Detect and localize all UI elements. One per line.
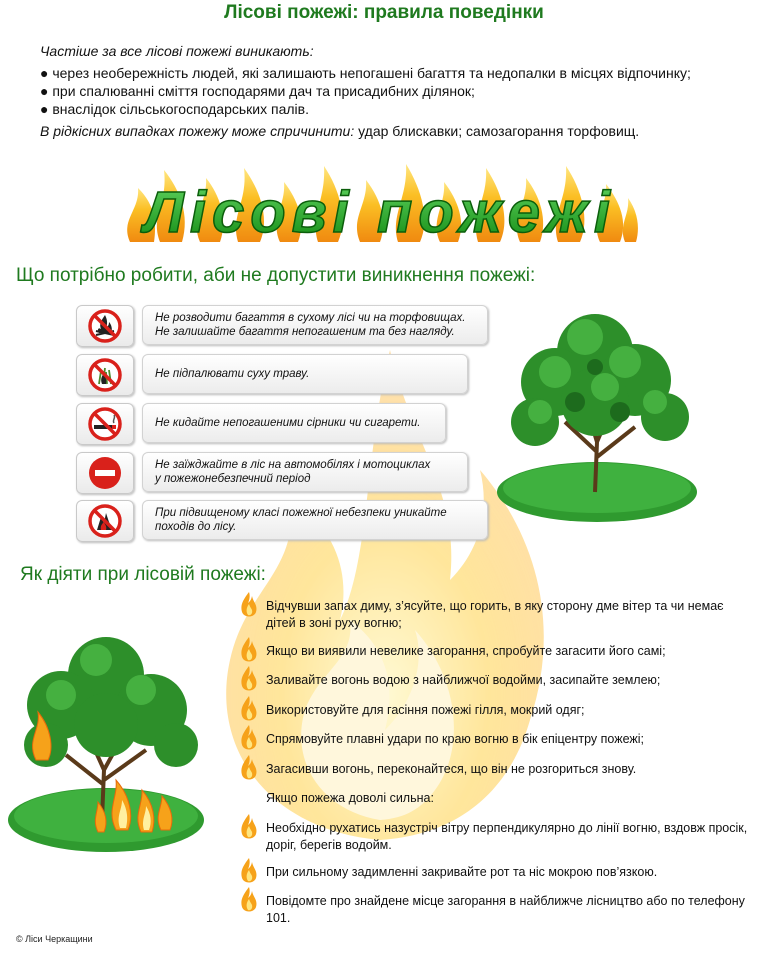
- forest-fires-banner: [120, 160, 640, 250]
- cause-item: ● через необережність людей, які залишають непогашені багаття та недопалки в місцях відпочинку;: [40, 65, 691, 81]
- action-text: Використовуйте для гасіння пожежі гілля, мокрий одяг;: [266, 703, 585, 717]
- list-item: [238, 820, 748, 854]
- flame-bullet-icon: [238, 723, 260, 753]
- rule-text: При підвищеному класі пожежної небезпеки уникайте походів до лісу.: [142, 500, 488, 540]
- action-text: Відчувши запах диму, з’ясуйте, що горить, в яку сторону дме вітер та чи немає дітей в зоні руху вогню;: [266, 599, 724, 630]
- banner-text: Лісові пожежі: [143, 180, 617, 245]
- cause-item: ● при спалюванні сміття господарями дач та присадибних ділянок;: [40, 83, 475, 99]
- flame-bullet-icon: [238, 885, 260, 915]
- list-item: [238, 643, 748, 665]
- list-item: [238, 598, 748, 632]
- cause-item: ● внаслідок сільськогосподарських палів.: [40, 101, 309, 117]
- list-item: [238, 731, 748, 753]
- burning-tree-illustration: [6, 620, 216, 860]
- list-item: [238, 761, 748, 783]
- rare-causes-prefix: В рідкісних випадках пожежу може спричинити:: [40, 123, 355, 139]
- list-item: [238, 672, 748, 694]
- action-text: Спрямовуйте плавні удари по краю вогню в бік епіцентру пожежі;: [266, 732, 644, 746]
- green-tree-illustration: [495, 292, 700, 527]
- action-text: Необхідно рухатись назустріч вітру перпендикулярно до лінії вогню, вздовж просік, доріг, берегів водойм.: [266, 821, 748, 852]
- flame-bullet-icon: [238, 635, 260, 665]
- no-burning-grass-icon: [87, 357, 123, 393]
- list-item: [238, 702, 748, 724]
- rule-icon-box: [76, 452, 134, 494]
- copyright: © Ліси Черкащини: [16, 934, 93, 944]
- no-campfire-icon: [87, 308, 123, 344]
- actions-heading: Як діяти при лісовій пожежі:: [20, 564, 266, 585]
- no-entry-icon: [87, 455, 123, 491]
- causes-heading: Частіше за все лісові пожежі виникають:: [40, 43, 314, 59]
- flame-bullet-icon: [238, 590, 260, 620]
- rule-icon-box: [76, 500, 134, 542]
- rule-text: Не підпалювати суху траву.: [142, 354, 468, 394]
- flame-bullet-icon: [238, 856, 260, 886]
- action-text: Повідомте про знайдене місце загорання в найближче лісництво або по телефону 101.: [266, 894, 745, 925]
- rule-icon-box: [76, 305, 134, 347]
- fire-danger-icon: [87, 503, 123, 539]
- rule-icon-box: [76, 354, 134, 396]
- rule-text: Не кидайте непогашеними сірники чи сигарети.: [142, 403, 446, 443]
- action-text: При сильному задимленні закривайте рот та ніс мокрою пов’язкою.: [266, 865, 658, 879]
- flame-bullet-icon: [238, 694, 260, 724]
- flame-bullet-icon: [238, 664, 260, 694]
- page-title: Лісові пожежі: правила поведінки: [224, 2, 544, 23]
- rare-causes-line: [40, 123, 639, 139]
- rule-text: Не заїжджайте в ліс на автомобілях і мотоциклах у пожежонебезпечний період: [142, 452, 468, 492]
- action-text: Загасивши вогонь, переконайтеся, що він не розгориться знову.: [266, 762, 637, 776]
- rule-icon-box: [76, 403, 134, 445]
- strong-fire-note: Якщо пожежа доволі сильна:: [266, 791, 434, 805]
- action-text: Заливайте вогонь водою з найближчої водойми, засипайте землею;: [266, 673, 661, 687]
- list-item: [238, 864, 748, 886]
- prevention-heading: Що потрібно робити, аби не допустити виникнення пожежі:: [16, 265, 536, 286]
- flame-bullet-icon: [238, 812, 260, 842]
- action-text: Якщо ви виявили невелике загорання, спробуйте загасити його самі;: [266, 644, 666, 658]
- list-item: [238, 893, 748, 927]
- rule-text: Не розводити багаття в сухому лісі чи на торфовищах. Не залишайте багаття непогашеним та без нагляду.: [142, 305, 488, 345]
- flame-bullet-icon: [238, 753, 260, 783]
- no-smoking-icon: [87, 406, 123, 442]
- rare-causes-list: удар блискавки; самозагорання торфовищ.: [354, 123, 640, 139]
